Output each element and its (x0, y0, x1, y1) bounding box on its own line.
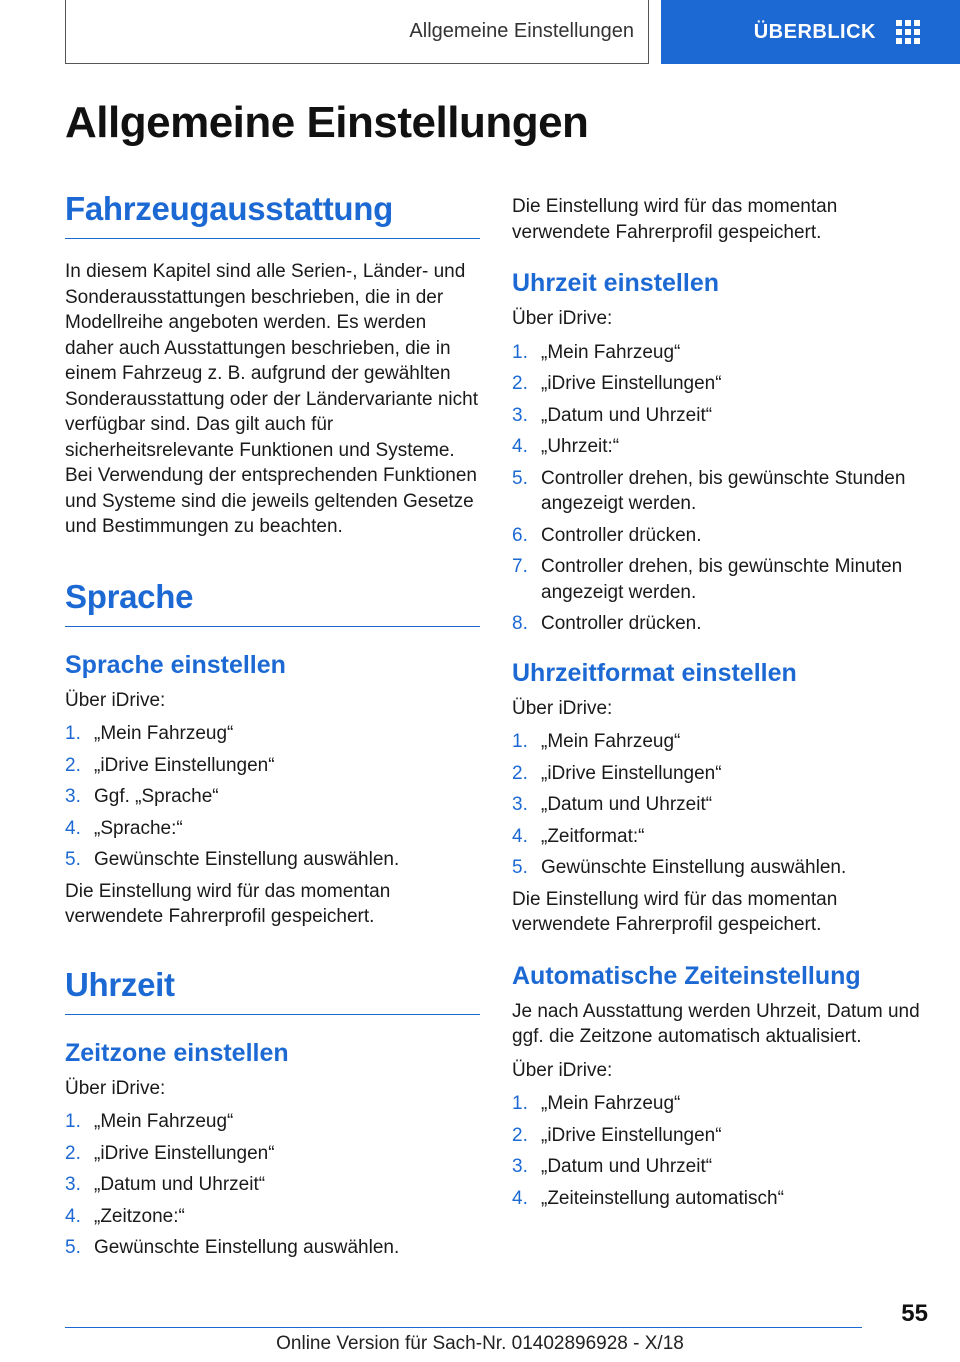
list-item: 2. „iDrive Einstellungen“ (512, 373, 722, 394)
list-item: 3. „Datum und Uhrzeit“ (512, 1156, 713, 1177)
list-item: 2. „iDrive Einstellungen“ (512, 762, 722, 784)
page-number: 55 (901, 1300, 928, 1327)
list-item: 4. „Uhrzeit:“ (512, 436, 620, 457)
list-item: 6. Controller drücken. (512, 524, 702, 546)
list-item: 7. Controller drehen, bis gewünschte Minuten angezeigt werden. (512, 556, 903, 603)
list-item: 1. „Mein Fahrzeug“ (512, 731, 681, 752)
heading-uhrzeit: Uhrzeit (65, 966, 480, 1015)
page-title: Allgemeine Einstellungen (65, 98, 589, 147)
list-item: 3. „Datum und Uhrzeit“ (512, 404, 713, 426)
format-steps (512, 729, 927, 881)
list-item: 4. „Zeiteinstellung automatisch“ (512, 1187, 784, 1209)
list-item: 1. „Mein Fahrzeug“ (65, 723, 234, 744)
list-item: 4. „Sprache:“ (65, 817, 183, 839)
list-item: 5. Gewünschte Einstellung auswählen. (512, 857, 847, 878)
zeitzone-steps (65, 1109, 480, 1261)
list-item: 5. Gewünschte Einstellung auswählen. (65, 1237, 400, 1258)
header-section-title: Allgemeine Einstellungen (409, 20, 634, 42)
auto-intro: Über iDrive: (512, 1059, 613, 1081)
list-item: 5. Gewünschte Einstellung auswählen. (65, 849, 400, 870)
left-column (65, 190, 480, 1267)
fahrzeugausstattung-text: In diesem Kapitel sind alle Serien-, Länder- und Sonderausstattungen beschrieben, die in der Modellreihe angeboten werden. Es werden daher auch Ausstattungen beschrieben, die in einem Fahrzeug z. B. aufgrund der gewählten Sonderausstattung oder der Ländervariante nicht verfügbar sind. Das gilt auch für sicherheitsrelevante Funktionen und Systeme. Bei Verwendung der entsprechenden Funktionen und Systeme sind die jeweils geltenden Gesetze und Bestimmungen zu beachten. (65, 261, 478, 537)
header-section-tab (65, 0, 649, 64)
footer-text: Online Version für Sach-Nr. 01402896928 - X/18 (276, 1333, 684, 1354)
list-item: 4. „Zeitzone:“ (65, 1205, 185, 1227)
auto-steps (512, 1091, 927, 1211)
format-note: Die Einstellung wird für das momentan verwendete Fahrerprofil gespeichert. (512, 888, 838, 935)
sprache-intro: Über iDrive: (65, 689, 166, 711)
sprache-steps (65, 721, 480, 873)
footer-divider (65, 1327, 862, 1328)
list-item: 3. „Datum und Uhrzeit“ (512, 794, 713, 815)
list-item: 1. „Mein Fahrzeug“ (512, 341, 681, 363)
zeitzone-intro: Über iDrive: (65, 1077, 166, 1099)
heading-sprache: Sprache (65, 578, 480, 627)
list-item: 2. „iDrive Einstellungen“ (512, 1124, 722, 1146)
list-item: 4. „Zeitformat:“ (512, 825, 645, 847)
overview-button[interactable] (661, 0, 960, 64)
list-item: 2. „iDrive Einstellungen“ (65, 754, 275, 776)
list-item: 3. „Datum und Uhrzeit“ (65, 1174, 266, 1195)
subheading-automatische-zeiteinstellung: Automatische Zeiteinstellung (512, 961, 861, 990)
list-item: 3. Ggf. „Sprache“ (65, 786, 219, 807)
subheading-zeitzone-einstellen: Zeitzone einstellen (65, 1038, 289, 1067)
format-intro: Über iDrive: (512, 697, 613, 719)
uhrzeit-intro: Über iDrive: (512, 308, 613, 329)
subheading-uhrzeitformat-einstellen: Uhrzeitformat einstellen (512, 658, 797, 687)
right-column (512, 194, 927, 1217)
list-item: 2. „iDrive Einstellungen“ (65, 1142, 275, 1164)
list-item: 1. „Mein Fahrzeug“ (512, 1093, 681, 1114)
sprache-note: Die Einstellung wird für das momentan verwendete Fahrerprofil gespeichert. (65, 880, 391, 927)
uhrzeit-steps (512, 340, 927, 637)
subheading-sprache-einstellen: Sprache einstellen (65, 650, 286, 679)
grid-icon (896, 20, 920, 44)
heading-fahrzeugausstattung: Fahrzeugausstattung (65, 190, 480, 239)
subheading-uhrzeit-einstellen: Uhrzeit einstellen (512, 269, 719, 297)
right-top-note: Die Einstellung wird für das momentan verwendete Fahrerprofil gespeichert. (512, 196, 838, 243)
list-item: 5. Controller drehen, bis gewünschte Stunden angezeigt werden. (512, 467, 906, 514)
list-item: 1. „Mein Fahrzeug“ (65, 1111, 234, 1132)
list-item: 8. Controller drücken. (512, 613, 702, 634)
auto-text: Je nach Ausstattung werden Uhrzeit, Datum und ggf. die Zeitzone automatisch aktualisiert. (512, 1000, 920, 1047)
overview-label: ÜBERBLICK (753, 20, 876, 43)
